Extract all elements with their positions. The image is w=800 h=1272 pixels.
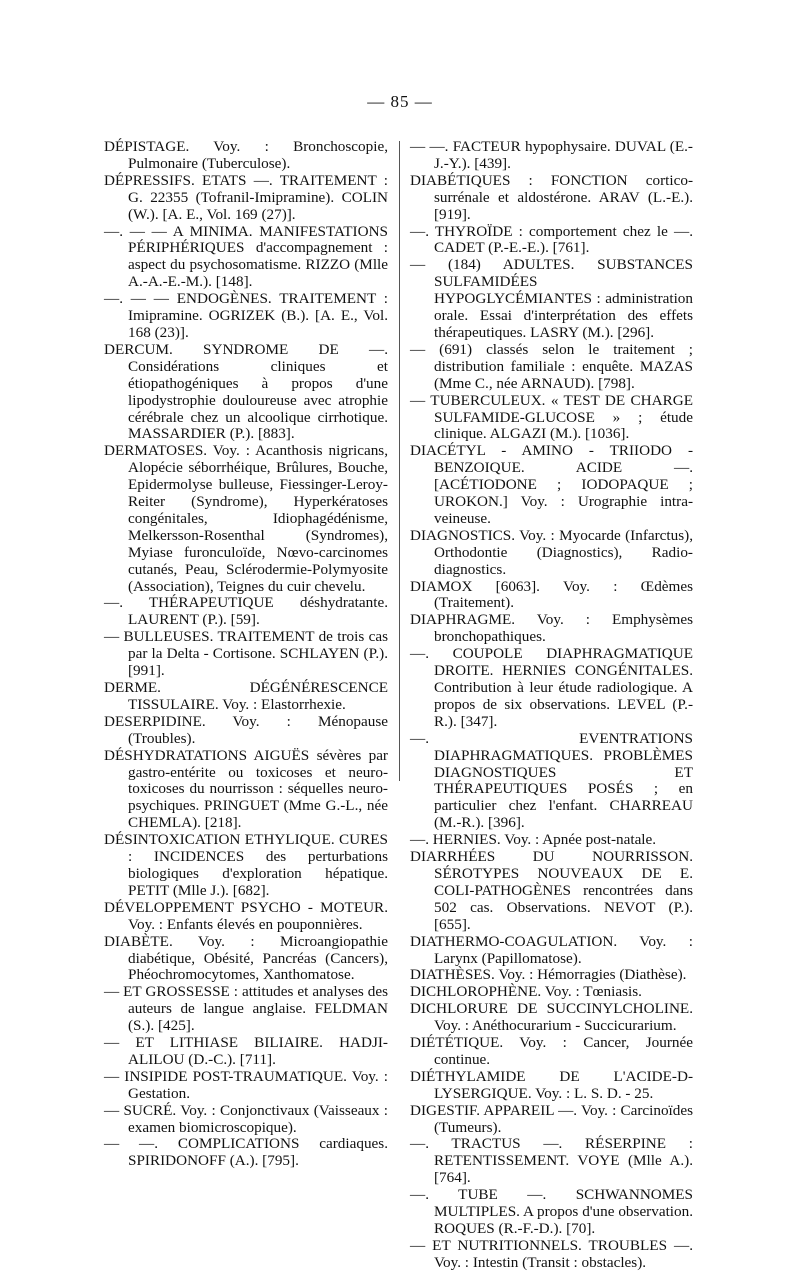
index-entry: —. — — ENDOGÈNES. TRAITEMENT : Imipramine. OGRIZEK (B.). [A. E., Vol. 168 (23)].: [104, 290, 388, 341]
index-entry: —. THYROÏDE : comportement chez le —. CADET (P.-E.-E.). [761].: [410, 222, 693, 257]
index-entry: DIACÉTYL - AMINO - TRIIODO - BENZOIQUE. ACIDE —. [ACÉTIODONE ; IODOPAQUE ; UROKON.] Voy. : Urographie intra-veineuse.: [410, 442, 693, 527]
index-entry: —. — — A MINIMA. MANIFESTATIONS PÉRIPHÉRIQUES d'accompagnement : aspect du psychosomatisme. RIZZO (Mlle A.-A.-E.-M.). [148].: [104, 222, 388, 291]
index-entry: DIÉTÉTIQUE. Voy. : Cancer, Journée continue.: [410, 1034, 693, 1068]
index-entry: DICHLOROPHÈNE. Voy. : Tœniasis.: [410, 983, 642, 1001]
index-entry: —. EVENTRATIONS DIAPHRAGMATIQUES. PROBLÈMES DIAGNOSTIQUES ET THÉRAPEUTIQUES POSÉS ; en particulier chez l'enfant. CHARREAU (M.-R.). [396].: [410, 729, 693, 832]
index-entry: DICHLORURE DE SUCCINYLCHOLINE. Voy. : Anéthocurarium - Succicurarium.: [410, 1000, 693, 1035]
index-entry: DÉPISTAGE. Voy. : Bronchoscopie, Pulmonaire (Tuberculose).: [104, 138, 388, 172]
index-entry: DERME. DÉGÉNÉRESCENCE TISSULAIRE. Voy. : Elastorrhexie.: [104, 679, 388, 713]
index-entry: DIAPHRAGME. Voy. : Emphysèmes bronchopathiques.: [410, 611, 693, 646]
index-entry: DIARRHÉES DU NOURRISSON. SÉROTYPES NOUVEAUX DE E. COLI-PATHOGÈNES rencontrées dans 502 cas. Observations. NEVOT (P.). [655].: [410, 848, 693, 933]
page-number: — 85 —: [367, 92, 433, 111]
index-entry: DÉPRESSIFS. ETATS —. TRAITEMENT : G. 22355 (Tofranil-Imipramine). COLIN (W.). [A. E., Vol. 169 (27)].: [104, 171, 388, 223]
index-entry: DERCUM. SYNDROME DE —. Considérations cliniques et étiopathogéniques à propos d'une lipodystrophie douloureuse avec atrophie cérébrale chez un alcoolique cirrhotique. MASSARDIER (P.). [883].: [104, 340, 388, 443]
index-entry: —. COUPOLE DIAPHRAGMATIQUE DROITE. HERNIES CONGÉNITALES. Contribution à leur étude radiologique. A propos de six observations. LEVEL (P.-R.). [347].: [410, 645, 693, 730]
index-entry: — (184) ADULTES. SUBSTANCES SULFAMIDÉES HYPOGLYCÉMIANTES : administration orale. Essai d'interprétation des effets thérapeutiques. LASRY (M.). [296].: [410, 256, 693, 341]
index-entry: DESERPIDINE. Voy. : Ménopause (Troubles).: [104, 712, 388, 747]
index-entry: DIAGNOSTICS. Voy. : Myocarde (Infarctus), Orthodontie (Diagnostics), Radio-diagnostics.: [410, 526, 693, 578]
index-entry: — TUBERCULEUX. « TEST DE CHARGE SULFAMIDE-GLUCOSE » ; étude clinique. ALGAZI (M.). [1036].: [410, 391, 693, 443]
index-entry: DÉSHYDRATATIONS AIGUËS sévères par gastro-entérite ou toxicoses et neuro-toxicoses du nourrisson : séquelles neuro-psychiques. PRINGUET (Mme G.-L., née CHEMLA). [218].: [104, 746, 388, 832]
index-entry: — ET GROSSESSE : attitudes et analyses des auteurs de langue anglaise. FELDMAN (S.). [425].: [104, 983, 388, 1035]
index-entry: — SUCRÉ. Voy. : Conjonctivaux (Vaisseaux : examen biomicroscopique).: [104, 1101, 388, 1136]
index-entry: DÉSINTOXICATION ETHYLIQUE. CURES : INCIDENCES des perturbations biologiques d'exploration hépatique. PETIT (Mlle J.). [682].: [104, 831, 388, 899]
index-entry: — BULLEUSES. TRAITEMENT de trois cas par la Delta - Cortisone. SCHLAYEN (P.). [991].: [104, 628, 388, 680]
index-entry: DIÉTHYLAMIDE DE L'ACIDE-D-LYSERGIQUE. Voy. : L. S. D. - 25.: [410, 1067, 693, 1102]
index-entry: — ET NUTRITIONNELS. TROUBLES —. Voy. : Intestin (Transit : obstacles).: [410, 1236, 693, 1271]
index-entry: — INSIPIDE POST-TRAUMATIQUE. Voy. : Gestation.: [104, 1067, 388, 1102]
left-column: [104, 139, 388, 1170]
index-entry: DIAMOX [6063]. Voy. : Œdèmes (Traitement).: [410, 577, 693, 612]
right-column: [410, 139, 693, 1272]
index-entry: — ET LITHIASE BILIAIRE. HADJI-ALILOU (D.-C.). [711].: [104, 1034, 388, 1068]
index-entry: DERMATOSES. Voy. : Acanthosis nigricans, Alopécie séborrhéique, Brûlures, Bouche, Epidermolyse bulleuse, Fiessinger-Leroy-Reiter (Syndrome), Hyperkératoses congénitales, Idiophagédénisme, Melkersson-Rosenthal (Syndromes), Myiase furonculoïde, Nœvo-carcinomes cutanés, Peau, Sclérodermie-Polymyosite (Association), Teignes du cuir chevelu.: [104, 442, 388, 595]
index-entry: —. TRACTUS —. RÉSERPINE : RETENTISSEMENT. VOYE (Mlle A.). [764].: [410, 1135, 693, 1187]
index-entry: — (691) classés selon le traitement ; distribution familiale : enquête. MAZAS (Mme C., née ARNAUD). [798].: [410, 340, 693, 392]
index-entry: DÉVELOPPEMENT PSYCHO - MOTEUR. Voy. : Enfants élevés en pouponnières.: [104, 898, 388, 933]
index-entry: — —. FACTEUR hypophysaire. DUVAL (E.-J.-Y.). [439].: [410, 138, 693, 172]
index-entry: DIGESTIF. APPAREIL —. Voy. : Carcinoïdes (Tumeurs).: [410, 1101, 693, 1136]
index-entry: —. TUBE —. SCHWANNOMES MULTIPLES. A propos d'une observation. ROQUES (R.-F.-D.). [70].: [410, 1186, 693, 1237]
index-entry: —. HERNIES. Voy. : Apnée post-natale.: [410, 831, 657, 849]
index-entry: DIATHERMO-COAGULATION. Voy. : Larynx (Papillomatose).: [410, 932, 693, 967]
index-entry: —. THÉRAPEUTIQUE déshydratante. LAURENT (P.). [59].: [104, 594, 388, 629]
index-entry: DIATHÈSES. Voy. : Hémorragies (Diathèse).: [410, 966, 687, 984]
index-entry: — —. COMPLICATIONS cardiaques. SPIRIDONOFF (A.). [795].: [104, 1135, 388, 1170]
divider-rule: [399, 141, 400, 781]
index-entry: DIABÉTIQUES : FONCTION cortico-surrénale et aldostérone. ARAV (L.-E.). [919].: [410, 171, 693, 223]
index-entry: DIABÈTE. Voy. : Microangiopathie diabétique, Obésité, Pancréas (Cancers), Phéochromocytomes, Xanthomatose.: [104, 932, 388, 984]
